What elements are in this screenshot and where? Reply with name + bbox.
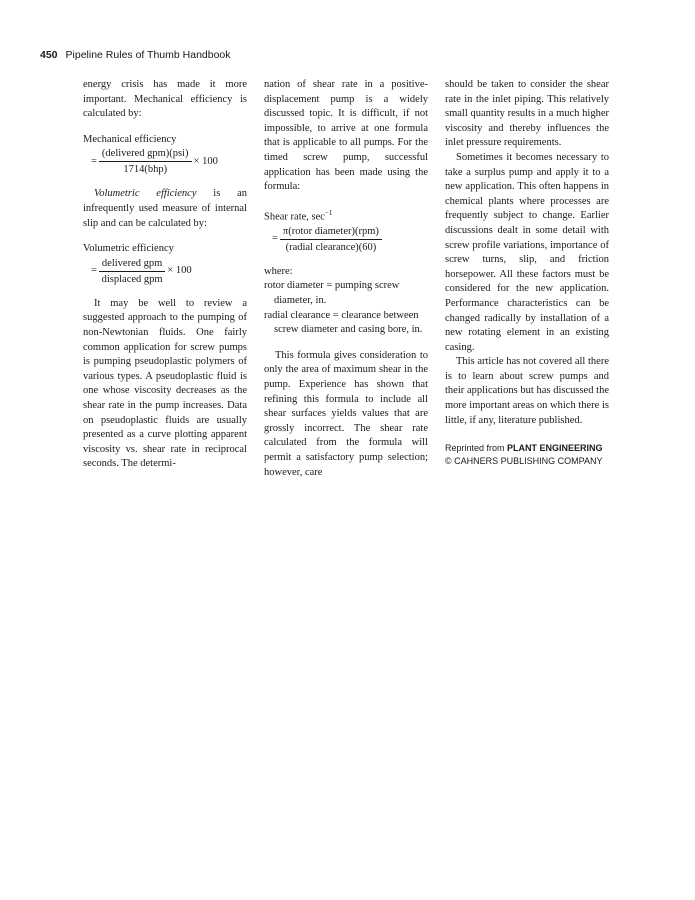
book-title: Pipeline Rules of Thumb Handbook [65,49,231,61]
paragraph: This article has not covered all there is to learn about screw pumps and their applications but has discussed the more important areas on which there is little, if any, literature published. [445,356,609,426]
emphasis: Volumetric efficiency [94,188,197,200]
equals-sign: = [91,264,97,276]
multiplier: × 100 [193,155,218,167]
definition-rotor-diameter: rotor diameter = pumping screw diameter, in. [264,280,400,307]
volumetric-efficiency-formula [91,257,247,286]
multiplier: × 100 [167,264,192,276]
shear-rate-label: Shear rate, sec [264,211,325,223]
mechanical-efficiency-formula [91,147,247,176]
numerator: π(rotor diameter)(rpm) [280,225,382,240]
denominator: (radial clearance)(60) [285,241,377,253]
where-label: where: [264,265,293,277]
reprint-notice [445,442,609,467]
page-number: 450 [40,49,58,61]
paragraph: energy crisis has made it more important. Mechanical efficiency is calculated by: [83,79,247,120]
definition-radial-clearance: radial clearance = clearance between screw diameter and casing bore, in. [264,309,423,336]
paragraph: Sometimes it becomes necessary to take a surplus pump and apply it to a new application. This often happens in chemical plants where processes are frequently subject to change. Earlier discussions dealt in some detail with screw profile variations, importance of screw turns, slip, and friction horsepower. All these factors must be considered for the new application. Performance characteristics can be changed radically by installation of a new rotating element in an existing casing. [445,151,609,353]
paragraph: should be taken to consider the shear rate in the inlet piping. This relatively small quantity results in a much higher viscosity and thereby influences the inlet pressure requirements. [445,79,609,149]
equation-label: Mechanical efficiency [83,133,177,145]
column-3 [445,78,609,467]
equals-sign: = [91,155,97,167]
reprint-prefix: Reprinted from [445,443,508,454]
paragraph-text: is an infrequently used measure of internal slip and can be calculated by: [83,188,247,229]
equation-label: Volumetric efficiency [83,243,174,255]
paragraph: It may be well to review a suggested approach to the pumping of non-Newtonian fluids. One fairly common application for screw pumps is pumping pseudoplastic polymers of various types. A pseudoplastic fluid is one whose viscosity decreases as the shear rate in the pump increases. Data on pseudoplastic fluids are usually presented as a curve plotting apparent viscosity vs. shear rate in reciprocal seconds. The determi- [83,297,247,470]
copyright-line: © CAHNERS PUBLISHING COMPANY [445,455,603,466]
reprint-source: PLANT ENGINEERING [507,443,603,454]
denominator: displaced gpm [101,273,163,285]
paragraph: nation of shear rate in a positive-displacement pump is a widely discussed topic. It is difficult, if not impossible, to arrive at one formula that is applicable to all pumps. For the timed screw pump, successful application has been made using the formula: [264,79,428,193]
paragraph: This formula gives consideration to only the area of maximum shear in the pump. Experience has shown that refining this formula to include all shear surfaces yields values that are grossly incorrect. The shear rate calculated from the formula will permit a satisfactory pump selection; however, care [264,349,428,478]
equals-sign: = [272,233,278,245]
column-1 [83,78,247,472]
numerator: delivered gpm [99,257,165,272]
denominator: 1714(bhp) [123,164,168,176]
equation-label [264,206,428,225]
column-2 [264,78,428,480]
exponent: −1 [324,208,333,217]
paragraph [83,187,247,231]
shear-rate-formula [272,225,428,254]
page-header [40,49,231,61]
numerator: (delivered gpm)(psi) [99,147,192,162]
